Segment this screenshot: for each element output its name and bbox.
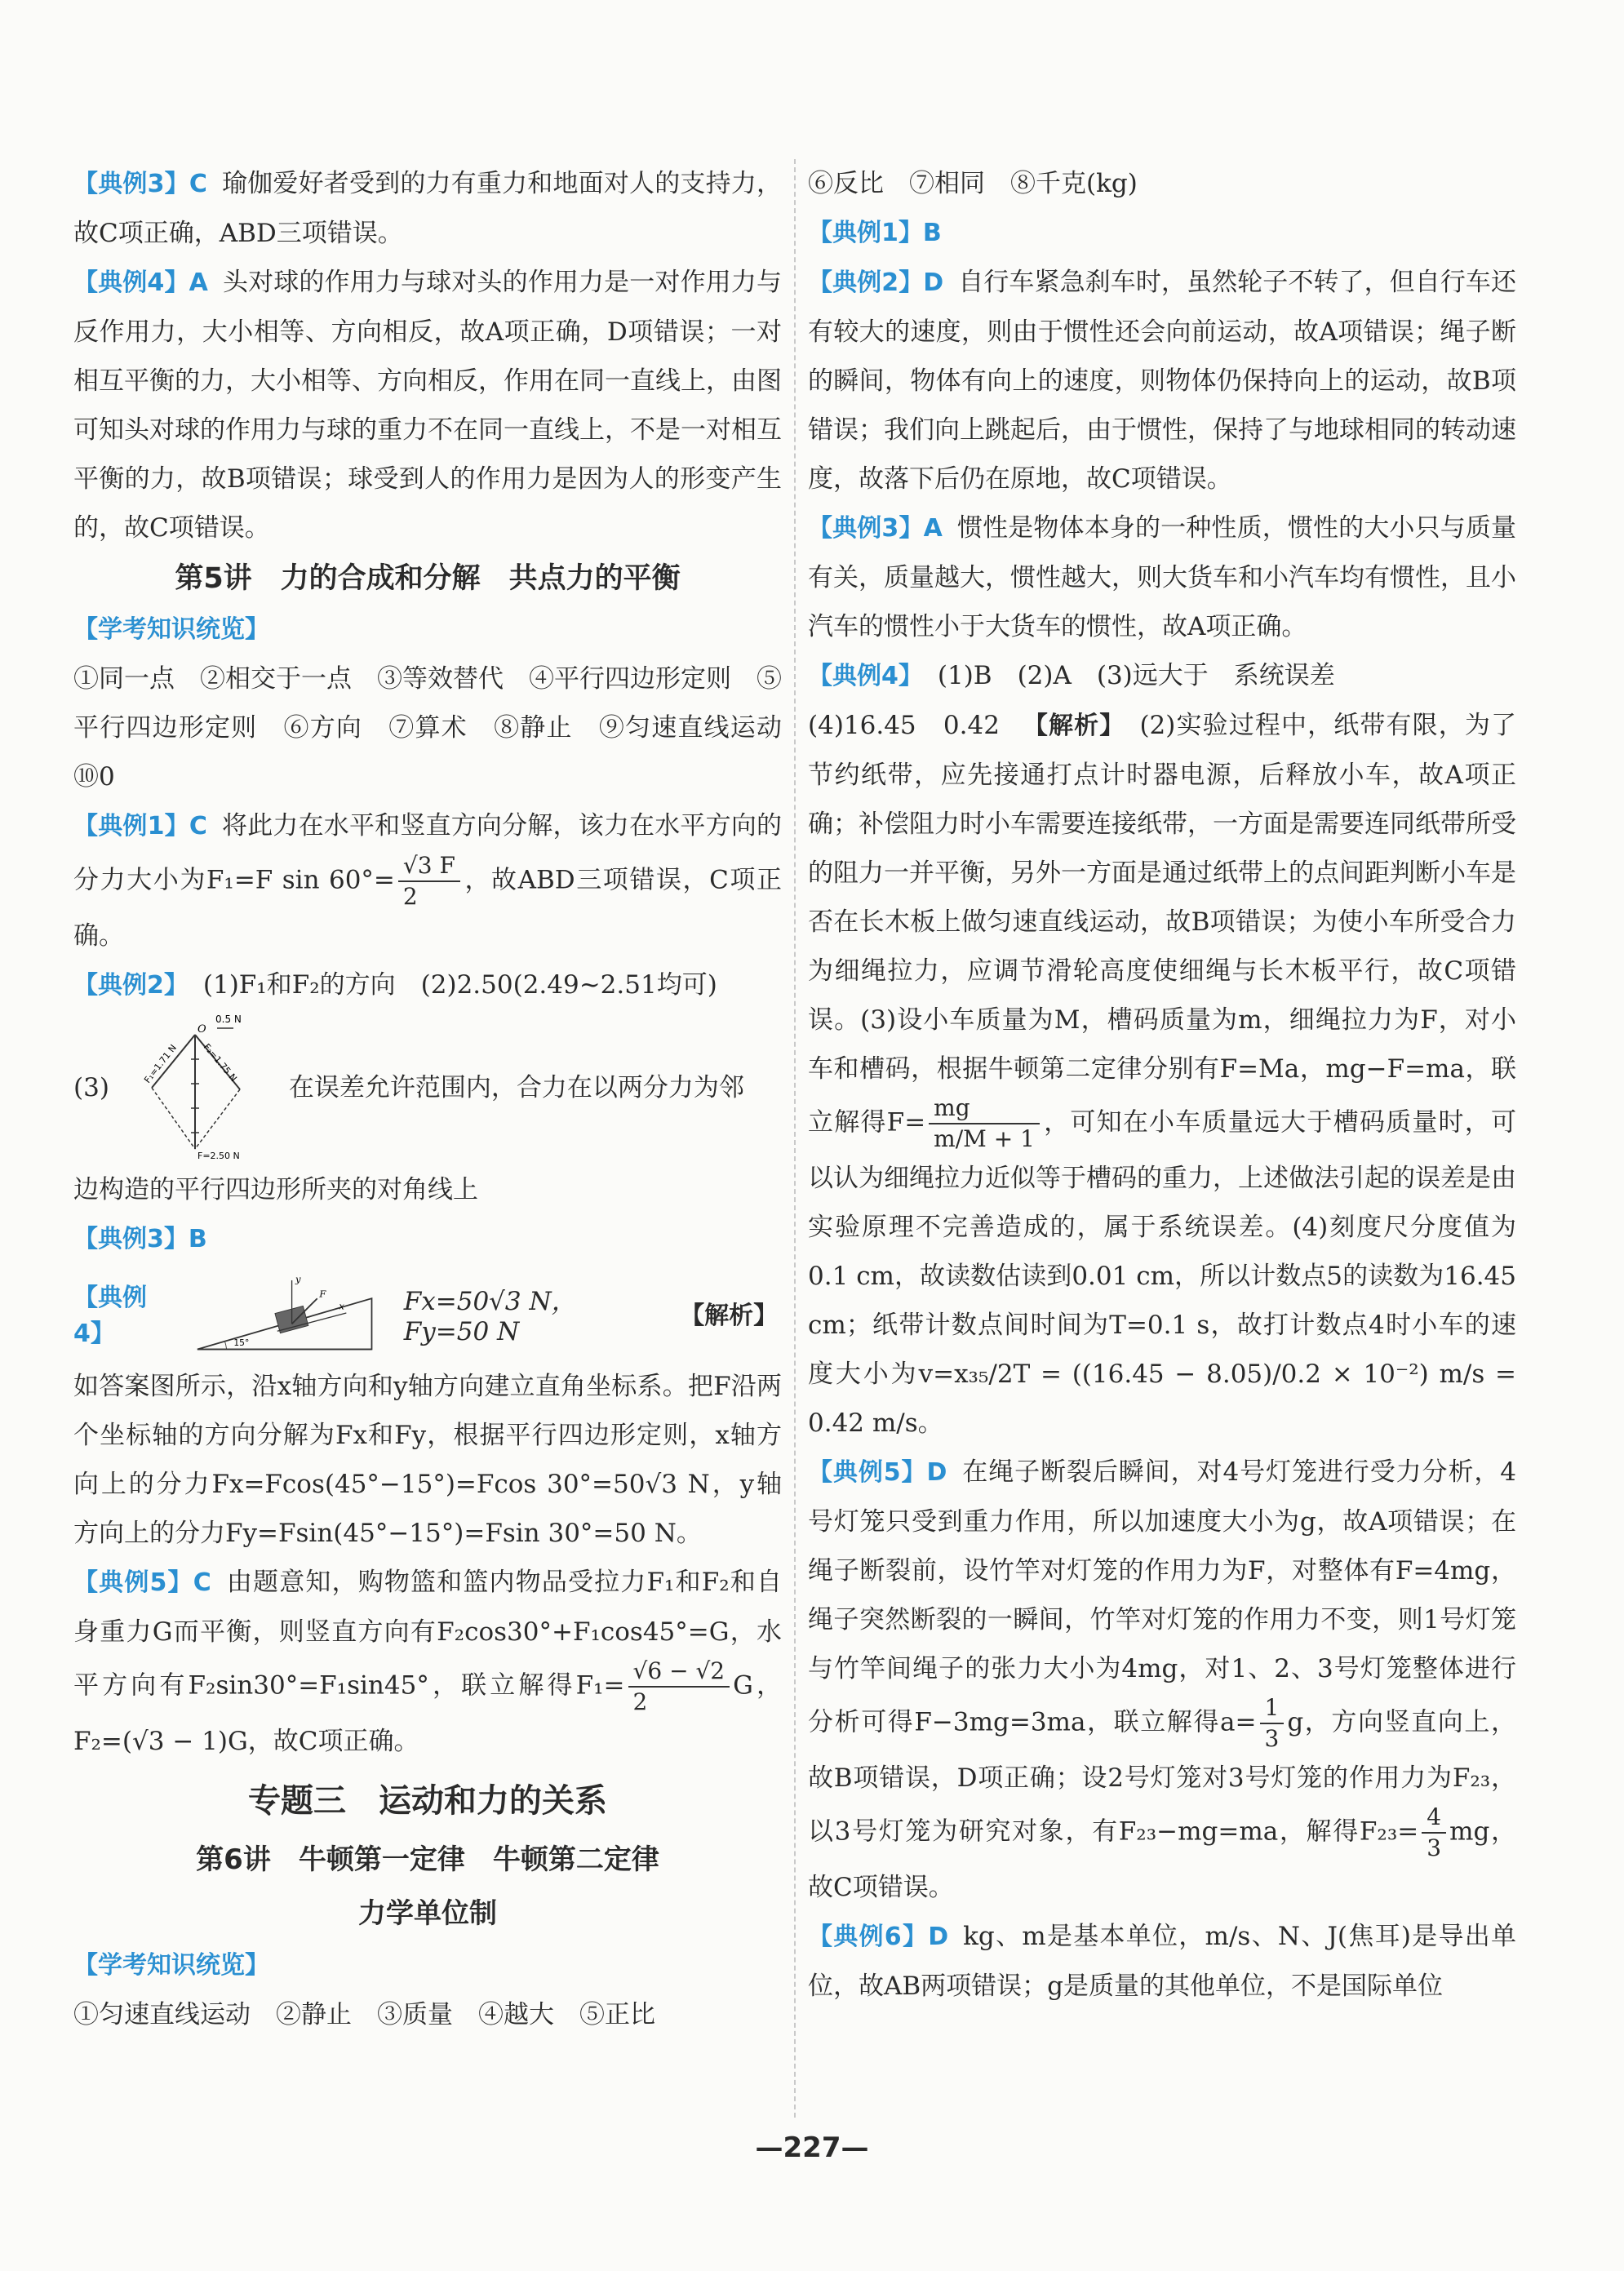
left-example4 [73,258,782,552]
figure-f-label: F=2.50 N [197,1151,240,1161]
fraction [628,1657,730,1717]
left-l5-example4 [73,1264,782,1362]
example-text: 自行车紧急刹车时，虽然轮子不转了，但自行车还有较大的速度，则由于惯性还会向前运动，故A项错误；绳子断的瞬间，物体有向上的速度，则物体仍保持向上的运动，故B项错误；我们向上跳起后，由于惯性，保持了与地球相同的转动速度，故落下后仍在原地，故C项错误。 [808,268,1516,494]
example-text: 头对球的作用力与球对头的作用力是一对作用力与反作用力，大小相等、方向相反，故A项正确，D项错误；一对相互平衡的力，大小相等、方向相反，作用在同一直线上，由图可知头对球的作用力与球的重力不在同一直线上，不是一对相互平衡的力，故B项错误；球受到人的作用力是因为人的形变产生的，故C项错误。 [73,268,783,543]
example-text: (1)F₁和F₂的方向 (2)2.50(2.49~2.51均可) [202,970,717,1000]
left-l5-example2-part3 [73,1010,782,1165]
right-example5 [808,1448,1516,1912]
example-text: G，F₂=(√3 − 1)G，故C项正确。 [73,1670,783,1756]
example-tag: 【典例2】 [73,971,189,1000]
page-number: —227— [755,2131,869,2164]
figure-scale-label: 0.5 N [215,1014,242,1025]
lecture6-title: 第6讲 牛顿第一定律 牛顿第二定律 [196,1843,659,1876]
knowledge-overview-2 [73,1941,782,2039]
velocity-expression: x₃₅/2T = ((16.45 − 8.05)/0.2 × 10⁻²) m/s = 0.42 m/s。 [808,1359,1516,1438]
left-l5-example3 [73,1214,782,1264]
right-example6 [808,1912,1516,2011]
example-text: 惯性是物体本身的一种性质，惯性的大小只与质量有关，质量越大，惯性越大，则大货车和小汽车均有惯性，且小汽车的惯性小于大货车的惯性，故A项正确。 [808,513,1517,641]
example-tag: 【典例1】B [808,219,942,247]
example-text: 在绳子断裂后瞬间，对4号灯笼进行受力分析，4号灯笼只受到重力作用，所以加速度大小为g，故A项错误；在绳子断裂前，设竹竿对灯笼的作用力为F，对整体有F=4mg，绳子突然断裂的一瞬间，竹竿对灯笼的作用力不变，则1号灯笼与竹竿间绳子的张力大小为4mg，对1、2、3号灯笼整体进行分析可得F−3mg=3ma，联立解得a= [808,1457,1516,1737]
incline-figure [190,1264,379,1362]
knowledge-tag: 【学考知识统览】 [73,1951,269,1980]
example-text: kg、m是基本单位，m/s、N、J(焦耳)是导出单位，故AB两项错误；g是质量的其他单位，不是国际单位 [808,1922,1516,2001]
example-text: g，方向竖直向上，故B项错误，D项正确；设2号灯笼对3号灯笼的作用力为F₂₃，以3号灯笼为研究对象，有F₂₃−mg=ma，解得F₂₃= [808,1707,1517,1847]
fraction [929,1093,1040,1154]
right-example3 [808,503,1516,651]
left-l5-example2 [73,960,782,1010]
svg-text:x: x [339,1300,345,1312]
example-tag: 【典例3】A [808,514,943,543]
example-tag: 【典例2】D [808,268,944,297]
fraction [398,851,460,912]
example-answers: (1)B (2)A (3)远大于 系统误差 [937,661,1335,690]
column-divider [794,159,796,2118]
fraction-numerator: mg [929,1093,1040,1124]
example-tag: 【典例4】 [808,662,923,690]
example-text: (2)实验过程中，纸带有限，为了节约纸带，应先接通打点计时器电源，后释放小车，故A项正确；补偿阻力时小车需要连接纸带，一方面是需要连同纸带所受的阻力一并平衡，另外一方面是通过纸带上的点间距判断小车是否在长木板上做匀速直线运动，故B项错误；为使小车所受合力为细绳拉力，应调节滑轮高度使细绳与长木板平行，故C项错误。(3)设小车质量为M，槽码质量为m，细绳拉力为F，对小车和槽码，根据牛顿第二定律分别有F=Ma，mg−F=ma，联立解得F= [808,711,1516,1138]
example-tag: 【典例5】C [73,1568,211,1597]
part-label: (3) [73,1073,109,1102]
fraction-numerator: √3 F [398,851,460,882]
fraction [1260,1693,1285,1754]
figure-f2-label: F₂=1.75 N [201,1041,239,1084]
fraction-numerator: 1 [1260,1693,1285,1724]
example-tag: 【典例3】B [73,1225,207,1253]
fraction-numerator: √6 − √2 [628,1657,730,1688]
example-text: 将此力在水平和竖直方向分解，该力在水平方向的分力大小为F₁=F sin 60°= [73,811,783,895]
right-column [808,159,1516,2011]
example-text: 瑜伽爱好者受到的力有重力和地面对人的支持力，故C项正确，ABD三项错误。 [73,169,783,248]
fraction-denominator: 3 [1264,1725,1280,1752]
force-parallelogram-figure [134,1010,256,1165]
knowledge-tag: 【学考知识统览】 [73,615,269,644]
lecture6-subtitle: 力学单位制 [358,1897,497,1930]
lecture5-title: 第5讲 力的合成和分解 共点力的平衡 [175,562,681,595]
fraction-denominator: 2 [402,883,418,910]
example-tag: 【典例1】C [73,812,207,841]
example-answers-line2: (4)16.45 0.42 [808,711,1000,740]
example4-result: Fx=50√3 N，Fy=50 N [403,1286,577,1346]
figure-angle-label: 15° [233,1337,250,1349]
left-column [73,159,807,2039]
example-text: 由题意知，购物篮和篮内物品受拉力F₁和F₂和自身重力G而平衡，则竖直方向有F₂cos30°+F₁cos45°=G，水平方向有F₂sin30°=F₁sin45°，联立解得F₁= [73,1568,783,1701]
left-l5-example4-analysis [73,1362,782,1558]
topic3-title: 专题三 运动和力的关系 [248,1782,607,1820]
example-text: mg，故C项错误。 [808,1816,1516,1902]
knowledge-overview [73,605,807,801]
part3-text-start: 在误差允许范围内，合力在以两分力为邻 [288,1073,744,1102]
right-example4 [808,651,1516,1448]
left-l5-example1 [73,801,782,960]
example-text: ，可知在小车质量远大于槽码质量时，可以认为细绳拉力近似等于槽码的重力，上述做法引起的误差是由实验原理不完善造成的，属于系统误差。(4)刻度尺分度值为0.1 cm，故读数估读到0.01 cm，所以计数点5的读数为16.45 cm；纸带计数点间时间为T=0.1 s，故打计数点4时小车的速度大小为v= [808,1107,1517,1389]
svg-text:F: F [319,1288,326,1300]
analysis-tag: 【解析】 [1023,712,1125,740]
fraction-denominator: 3 [1427,1834,1442,1861]
example-tag: 【典例6】D [808,1923,949,1951]
svg-text:y: y [295,1273,301,1285]
analysis-tag: 【解析】 [680,1302,779,1330]
example-tag: 【典例4】 [73,1284,147,1348]
fraction [1422,1803,1446,1863]
right-example1 [808,208,1516,258]
example-tag: 【典例3】C [73,170,207,198]
left-l5-example5 [73,1558,782,1766]
fraction-denominator: 2 [632,1688,648,1715]
knowledge-text: ⑥反比 ⑦相同 ⑧千克(kg) [808,169,1138,198]
fraction-numerator: 4 [1422,1803,1446,1834]
part3-text-end: 边构造的平行四边形所夹的对角线上 [73,1175,478,1204]
knowledge-text: ①同一点 ②相交于一点 ③等效替代 ④平行四边形定则 ⑤平行四边形定则 ⑥方向 ⑦算术 ⑧静止 ⑨匀速直线运动 ⑩0 [73,664,807,792]
right-knowledge-continued [808,159,1516,208]
left-example3 [73,159,782,258]
right-example2 [808,258,1516,503]
figure-origin-label: O [197,1023,206,1036]
fraction-denominator: m/M + 1 [934,1125,1035,1152]
example-tag: 【典例4】A [73,268,208,297]
example-text: ，故ABD三项错误，C项正确。 [73,865,782,951]
example-tag: 【典例5】D [808,1458,947,1487]
figure-f1-label: F₁=1.71 N [142,1042,179,1085]
example-text: 如答案图所示，沿x轴方向和y轴方向建立直角坐标系。把F沿两个坐标轴的方向分解为Fx和Fy，根据平行四边形定则，x轴方向上的分力Fx=Fcos(45°−15°)=Fcos 30°=50√3 N，y轴方向上的分力Fy=Fsin(45°−15°)=Fsin 30°=50 N。 [73,1372,782,1548]
knowledge-text: ①匀速直线运动 ②静止 ③质量 ④越大 ⑤正比 [73,2000,655,2029]
